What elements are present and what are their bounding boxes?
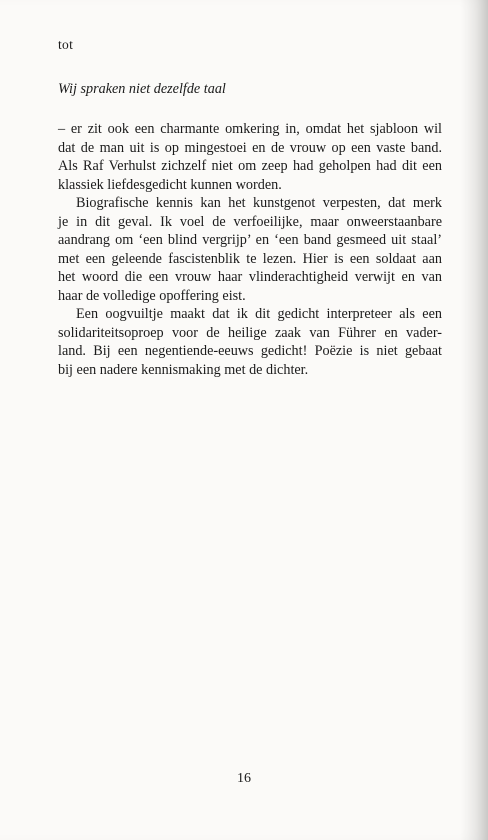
- text-line: met een geleende fascistenblik te lezen. Hier is een soldaat aan: [58, 250, 442, 267]
- text-line: je in dit geval. Ik voel de verfoeilijke, maar onweerstaanbare: [58, 213, 442, 230]
- text-line: solidariteitsoproep voor de heilige zaak van Führer en vader-: [58, 324, 442, 341]
- text-line: Biografische kennis kan het kunstgenot verpesten, dat merk: [76, 195, 442, 211]
- text-line: Als Raf Verhulst zichzelf niet om zeep had geholpen had dit een: [58, 158, 442, 174]
- paragraph-3: [58, 305, 442, 379]
- section-title: Wij spraken niet dezelfde taal: [58, 81, 226, 97]
- text-line: Een oogvuiltje maakt dat ik dit gedicht interpreteer als een: [76, 306, 442, 322]
- page-gutter-shadow: [460, 0, 488, 840]
- text-line: haar de volledige opoffering eist.: [58, 287, 246, 304]
- paragraph-2: [58, 194, 442, 305]
- text-line: het woord die een vrouw haar vlinderachtigheid verwijt en van: [58, 269, 442, 285]
- running-head: tot: [58, 37, 74, 52]
- text-line: klassiek liefdesgedicht kunnen worden.: [58, 176, 282, 193]
- text-line: dat de man uit is op mingestoei en de vrouw op een vaste band.: [58, 139, 442, 156]
- page-number: 16: [237, 771, 251, 786]
- text-line: – er zit ook een charmante omkering in, omdat het sjabloon wil: [58, 121, 442, 137]
- text-line: land. Bij een negentiende-eeuws gedicht! Poëzie is niet gebaat: [58, 343, 442, 359]
- body-text: [58, 120, 442, 379]
- text-line: aandrang om ‘een blind vergrijp’ en ‘een band gesmeed uit staal’: [58, 232, 442, 248]
- text-line: bij een nadere kennismaking met de dichter.: [58, 361, 309, 378]
- paragraph-1: [58, 120, 442, 194]
